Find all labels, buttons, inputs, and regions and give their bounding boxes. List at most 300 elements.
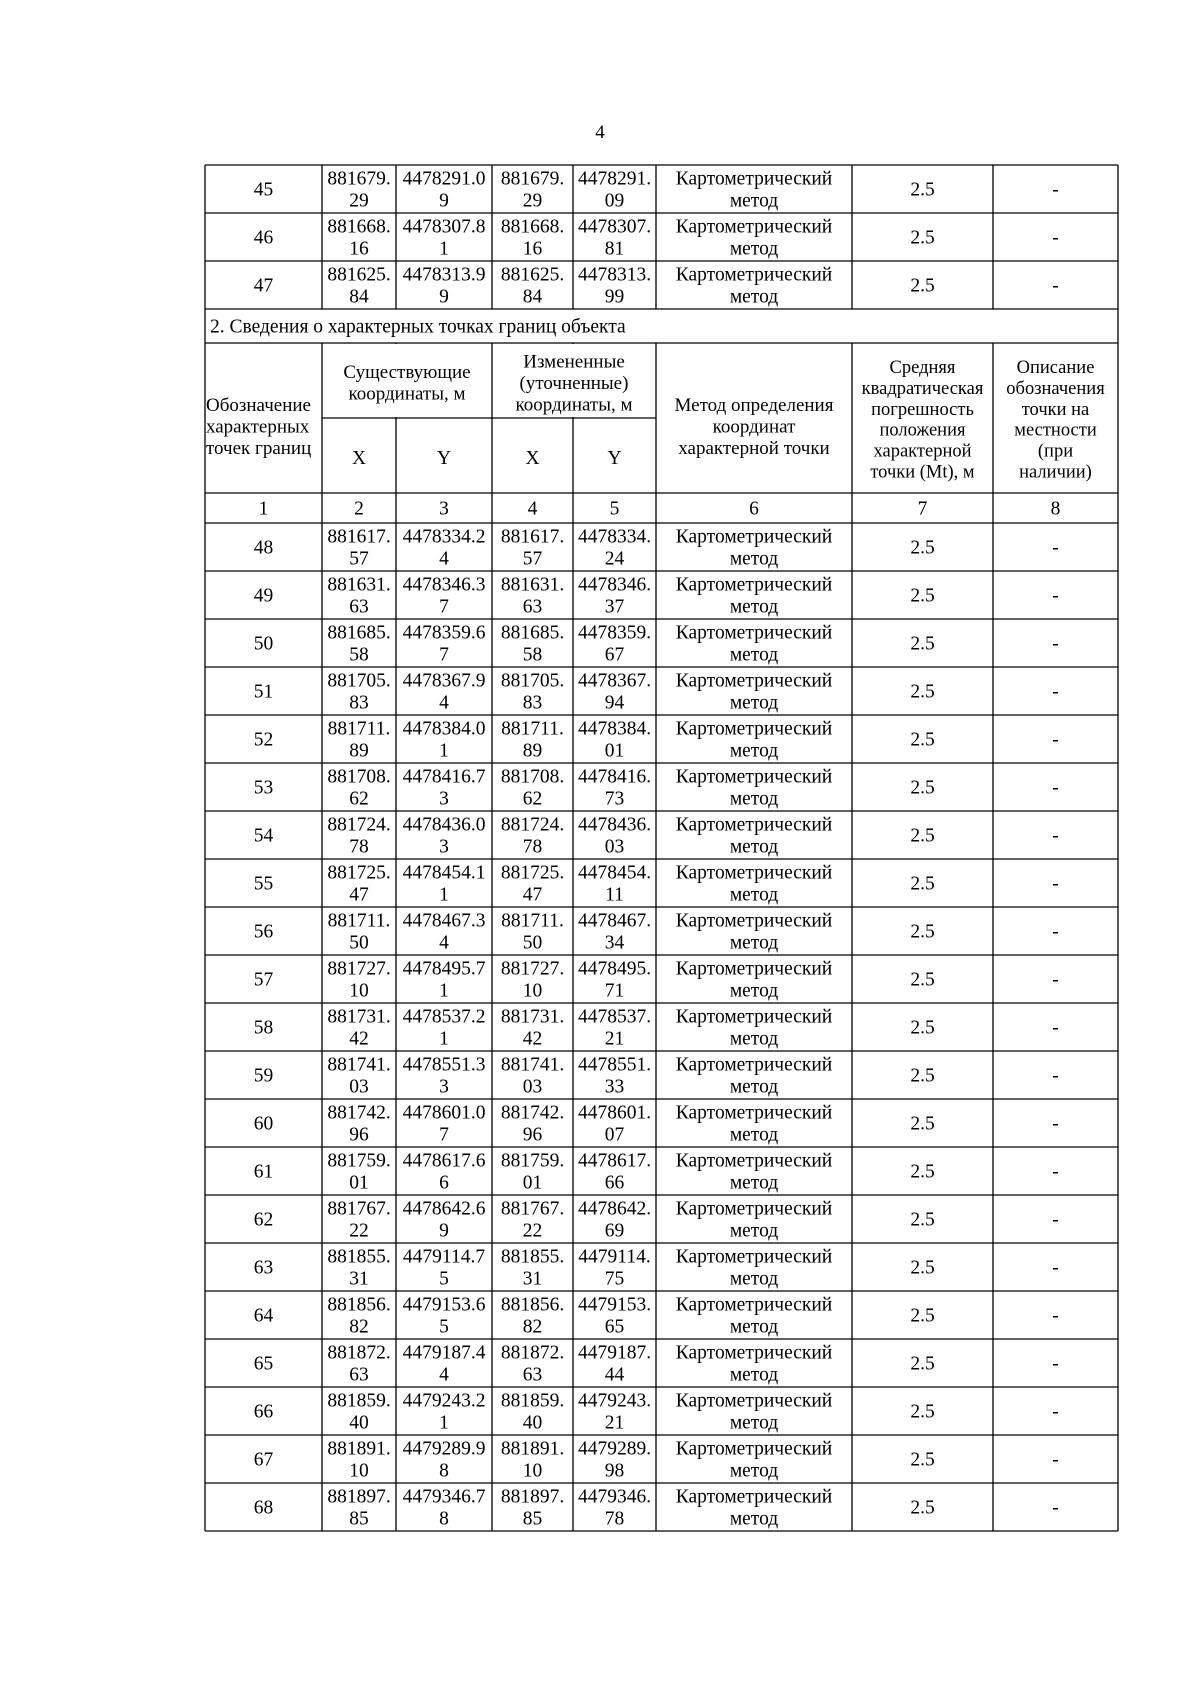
existing-x-line: 40 xyxy=(349,1412,369,1434)
changed-y-line: 4478495. xyxy=(577,958,652,980)
existing-x xyxy=(327,1055,390,1098)
changed-y-line: 21 xyxy=(604,1028,625,1050)
point-id-line: 58 xyxy=(253,1017,274,1039)
changed-x-line: 62 xyxy=(522,788,543,810)
mt-value xyxy=(910,1402,934,1423)
header-column-number-line: 6 xyxy=(749,498,759,520)
changed-x xyxy=(501,1487,564,1530)
changed-y-line: 03 xyxy=(604,836,625,858)
mt-value-line: 2.5 xyxy=(910,1449,935,1471)
mt-value-line: 2.5 xyxy=(910,1017,935,1039)
existing-x-line: 881741. xyxy=(327,1054,391,1076)
header-changed-x-line: X xyxy=(525,448,540,470)
existing-x-line: 50 xyxy=(349,932,369,954)
method-text-line: Картометрический xyxy=(675,814,833,836)
existing-x-line: 29 xyxy=(349,190,369,212)
mt-value xyxy=(910,1258,934,1279)
header-column-number xyxy=(354,499,364,520)
point-id-line: 59 xyxy=(253,1065,274,1087)
mt-value xyxy=(910,1498,934,1519)
changed-y-line: 81 xyxy=(604,238,625,260)
point-id xyxy=(254,730,274,751)
method-text-line: Картометрический xyxy=(675,766,833,788)
changed-x-line: 881897. xyxy=(500,1486,565,1508)
header-method-line: характерной точки xyxy=(678,437,830,459)
changed-x xyxy=(501,1007,564,1050)
existing-y xyxy=(403,1199,486,1242)
mt-value-line: 2.5 xyxy=(910,633,935,655)
existing-x-line: 84 xyxy=(349,286,369,308)
header-description-line: обозначения xyxy=(1006,378,1105,399)
existing-x-line: 881727. xyxy=(327,958,391,980)
changed-y-line: 66 xyxy=(604,1172,625,1194)
existing-x-line: 881856. xyxy=(327,1294,391,1316)
point-id xyxy=(254,1018,274,1039)
method-text-line: метод xyxy=(729,980,779,1002)
existing-x xyxy=(327,1199,390,1242)
changed-x-line: 22 xyxy=(522,1220,543,1242)
header-column-number-line: 2 xyxy=(354,498,364,520)
changed-x-line: 881731. xyxy=(500,1006,565,1028)
changed-x-line: 82 xyxy=(522,1316,543,1338)
existing-x-line: 881685. xyxy=(327,622,391,644)
method-text xyxy=(676,1391,832,1434)
existing-y xyxy=(403,815,486,858)
existing-y-line: 1 xyxy=(439,884,449,906)
header-method-line: Метод определения xyxy=(674,394,834,416)
changed-y-line: 4478642. xyxy=(577,1198,652,1220)
existing-y-line: 7 xyxy=(439,644,449,666)
existing-x-line: 85 xyxy=(349,1508,369,1530)
changed-x-line: 57 xyxy=(522,548,543,570)
changed-x-line: 03 xyxy=(522,1076,543,1098)
header-point-designation-line: характерных xyxy=(206,416,310,438)
method-text-line: метод xyxy=(729,836,779,858)
description-value xyxy=(1052,682,1059,703)
description-value xyxy=(1052,1066,1059,1087)
method-text xyxy=(676,1151,832,1194)
description-value xyxy=(1052,1306,1059,1327)
mt-value xyxy=(910,874,934,895)
changed-x-line: 881668. xyxy=(500,216,565,238)
method-text xyxy=(676,911,832,954)
header-changed-x xyxy=(525,448,539,469)
header-column-number-line: 3 xyxy=(439,498,449,520)
changed-y xyxy=(578,767,651,810)
existing-y-line: 4 xyxy=(439,692,449,714)
method-text xyxy=(676,575,832,618)
method-text-line: метод xyxy=(729,644,779,666)
method-text-line: Картометрический xyxy=(675,1390,833,1412)
existing-x xyxy=(327,265,390,308)
mt-value xyxy=(910,682,934,703)
description-value xyxy=(1052,1114,1059,1135)
changed-y xyxy=(578,1007,651,1050)
existing-y-line: 4478291.0 xyxy=(402,168,486,190)
header-point-designation-line: Обозначение xyxy=(206,394,311,416)
mt-value-line: 2.5 xyxy=(910,681,935,703)
changed-y-line: 4479243. xyxy=(577,1390,652,1412)
existing-x xyxy=(327,1487,390,1530)
mt-value xyxy=(910,1306,934,1327)
description-value-line: - xyxy=(1052,1401,1059,1423)
changed-x-line: 83 xyxy=(522,692,543,714)
existing-y xyxy=(403,959,486,1002)
existing-y-line: 4478537.2 xyxy=(402,1006,486,1028)
method-text-line: Картометрический xyxy=(675,574,833,596)
point-id-line: 67 xyxy=(253,1449,274,1471)
changed-x xyxy=(501,767,564,810)
existing-y-line: 4 xyxy=(439,548,449,570)
existing-x xyxy=(327,1391,390,1434)
existing-y-line: 4478359.6 xyxy=(402,622,486,644)
description-value xyxy=(1052,826,1059,847)
header-changed-y xyxy=(607,448,621,469)
method-text-line: Картометрический xyxy=(675,264,833,286)
existing-x-line: 01 xyxy=(349,1172,369,1194)
existing-y xyxy=(403,1391,486,1434)
description-value xyxy=(1052,730,1059,751)
method-text-line: метод xyxy=(729,1316,779,1338)
method-text xyxy=(676,767,832,810)
method-text xyxy=(676,671,832,714)
header-point-designation xyxy=(206,395,311,459)
point-id-line: 53 xyxy=(253,777,274,799)
mt-value xyxy=(910,922,934,943)
description-value xyxy=(1052,634,1059,655)
changed-y-line: 4478416. xyxy=(577,766,652,788)
mt-value-line: 2.5 xyxy=(910,537,935,559)
description-value xyxy=(1052,1018,1059,1039)
changed-y-line: 4478359. xyxy=(577,622,652,644)
changed-y-line: 4478601. xyxy=(577,1102,652,1124)
changed-x-line: 84 xyxy=(522,286,543,308)
existing-y-line: 4478551.3 xyxy=(402,1054,486,1076)
header-mt-line: точки (Mt), м xyxy=(870,462,975,483)
method-text-line: Картометрический xyxy=(675,1198,833,1220)
header-method-line: координат xyxy=(712,416,796,438)
header-existing-coords-line: Существующие xyxy=(343,362,471,384)
changed-y xyxy=(578,169,651,212)
method-text-line: метод xyxy=(729,1076,779,1098)
existing-y xyxy=(403,911,486,954)
method-text xyxy=(676,527,832,570)
existing-y-line: 4478601.0 xyxy=(402,1102,486,1124)
method-text xyxy=(676,265,832,308)
description-value-line: - xyxy=(1052,873,1059,895)
header-description-line: (при xyxy=(1037,441,1074,462)
description-value-line: - xyxy=(1052,1209,1059,1231)
existing-y-line: 8 xyxy=(439,1508,449,1530)
changed-x-line: 58 xyxy=(522,644,543,666)
method-text xyxy=(676,959,832,1002)
mt-value xyxy=(910,1450,934,1471)
mt-value-line: 2.5 xyxy=(910,873,935,895)
changed-x xyxy=(501,1295,564,1338)
changed-x-line: 881725. xyxy=(500,862,565,884)
changed-y xyxy=(578,1199,651,1242)
existing-y-line: 4479114.7 xyxy=(402,1246,486,1268)
description-value xyxy=(1052,874,1059,895)
changed-y-line: 34 xyxy=(604,932,625,954)
changed-y xyxy=(578,863,651,906)
existing-x-line: 881725. xyxy=(327,862,391,884)
header-changed-coords-line: Измененные xyxy=(523,351,625,373)
method-text-line: Картометрический xyxy=(675,1294,833,1316)
changed-x xyxy=(501,1247,564,1290)
point-id-line: 52 xyxy=(253,729,274,751)
existing-y-line: 9 xyxy=(439,190,449,212)
header-existing-y-line: Y xyxy=(436,448,452,470)
section-title-line: 2. Сведения о характерных точках границ объекта xyxy=(210,316,626,338)
point-id xyxy=(254,922,274,943)
changed-y xyxy=(578,575,651,618)
existing-x-line: 57 xyxy=(349,548,369,570)
existing-x-line: 47 xyxy=(349,884,369,906)
existing-y xyxy=(403,863,486,906)
existing-x-line: 881891. xyxy=(327,1438,391,1460)
method-text-line: метод xyxy=(729,884,779,906)
changed-x-line: 40 xyxy=(522,1412,543,1434)
method-text-line: Картометрический xyxy=(675,526,833,548)
method-text-line: Картометрический xyxy=(675,1102,833,1124)
method-text-line: Картометрический xyxy=(675,168,833,190)
changed-y-line: 94 xyxy=(604,692,625,714)
header-existing-x xyxy=(352,448,366,469)
changed-y-line: 67 xyxy=(604,644,625,666)
changed-x xyxy=(501,863,564,906)
changed-y-line: 4478307. xyxy=(577,216,652,238)
existing-y xyxy=(403,1487,486,1530)
page-number: 4 xyxy=(595,122,605,143)
description-value-line: - xyxy=(1052,275,1059,297)
description-value-line: - xyxy=(1052,1305,1059,1327)
changed-y-line: 99 xyxy=(604,286,625,308)
changed-x-line: 96 xyxy=(522,1124,543,1146)
point-id-line: 55 xyxy=(253,873,274,895)
existing-y-line: 8 xyxy=(439,1460,449,1482)
changed-y-line: 78 xyxy=(604,1508,625,1530)
mt-value xyxy=(910,1210,934,1231)
description-value xyxy=(1052,1258,1059,1279)
description-value xyxy=(1052,180,1059,201)
mt-value xyxy=(910,1114,934,1135)
existing-x xyxy=(327,1103,390,1146)
mt-value-line: 2.5 xyxy=(910,179,935,201)
changed-y xyxy=(578,1343,651,1386)
changed-x-line: 881711. xyxy=(501,910,564,932)
header-existing-coords-line: координаты, м xyxy=(348,383,466,405)
existing-y-line: 4479346.7 xyxy=(402,1486,486,1508)
existing-x-line: 10 xyxy=(349,1460,369,1482)
mt-value-line: 2.5 xyxy=(910,921,935,943)
changed-x xyxy=(501,1055,564,1098)
existing-x-line: 881855. xyxy=(327,1246,391,1268)
existing-y-line: 1 xyxy=(439,238,449,260)
existing-x xyxy=(327,767,390,810)
existing-y xyxy=(403,1295,486,1338)
method-text-line: метод xyxy=(729,1124,779,1146)
existing-x-line: 22 xyxy=(349,1220,369,1242)
header-description-line: Описание xyxy=(1016,358,1095,379)
changed-x-line: 29 xyxy=(522,190,543,212)
existing-x-line: 62 xyxy=(349,788,369,810)
method-text-line: метод xyxy=(729,788,779,810)
changed-y xyxy=(578,1439,651,1482)
header-changed-coords-line: координаты, м xyxy=(515,394,633,416)
header-method xyxy=(675,395,834,459)
changed-y-line: 4478454. xyxy=(577,862,652,884)
header-point-designation-line: точек границ xyxy=(206,437,312,459)
changed-x-line: 881711. xyxy=(501,718,564,740)
changed-y-line: 4478617. xyxy=(577,1150,652,1172)
mt-value-line: 2.5 xyxy=(910,777,935,799)
mt-value-line: 2.5 xyxy=(910,1497,935,1519)
changed-x xyxy=(501,1151,564,1194)
changed-x-line: 881617. xyxy=(500,526,565,548)
method-text-line: метод xyxy=(729,1220,779,1242)
changed-x-line: 63 xyxy=(522,1364,543,1386)
changed-y-line: 07 xyxy=(604,1124,625,1146)
existing-y xyxy=(403,169,486,212)
existing-y xyxy=(403,1007,486,1050)
existing-x-line: 881679. xyxy=(327,168,391,190)
changed-x xyxy=(501,719,564,762)
description-value xyxy=(1052,228,1059,249)
mt-value xyxy=(910,1354,934,1375)
existing-x-line: 881617. xyxy=(327,526,391,548)
existing-x-line: 881872. xyxy=(327,1342,391,1364)
header-changed-coords-line: (уточненные) xyxy=(519,372,629,394)
changed-x-line: 63 xyxy=(522,596,543,618)
method-text-line: метод xyxy=(729,692,779,714)
mt-value-line: 2.5 xyxy=(910,227,935,249)
method-text-line: Картометрический xyxy=(675,1342,833,1364)
changed-y xyxy=(578,623,651,666)
existing-x-line: 881711. xyxy=(327,910,391,932)
point-id xyxy=(254,586,274,607)
header-mt-line: Средняя xyxy=(889,358,956,379)
existing-y xyxy=(403,1151,486,1194)
changed-x-line: 89 xyxy=(522,740,543,762)
point-id-line: 61 xyxy=(253,1161,274,1183)
description-value-line: - xyxy=(1052,1449,1059,1471)
existing-y xyxy=(403,719,486,762)
point-id xyxy=(254,1306,274,1327)
existing-y-line: 3 xyxy=(439,1076,449,1098)
method-text-line: Картометрический xyxy=(675,1246,833,1268)
existing-x xyxy=(327,1247,390,1290)
changed-x-line: 10 xyxy=(522,1460,543,1482)
description-value-line: - xyxy=(1052,633,1059,655)
method-text xyxy=(676,217,832,260)
method-text-line: Картометрический xyxy=(675,1438,833,1460)
changed-x-line: 881767. xyxy=(500,1198,565,1220)
changed-x-line: 881685. xyxy=(500,622,565,644)
existing-y-line: 4479187.4 xyxy=(402,1342,486,1364)
changed-y-line: 44 xyxy=(604,1364,625,1386)
method-text xyxy=(676,1439,832,1482)
existing-y-line: 4478467.3 xyxy=(402,910,486,932)
header-column-number-line: 7 xyxy=(917,498,928,520)
mt-value xyxy=(910,586,934,607)
mt-value xyxy=(910,970,934,991)
header-column-number xyxy=(749,499,759,520)
point-id-line: 62 xyxy=(253,1209,274,1231)
changed-y xyxy=(578,1055,651,1098)
changed-x xyxy=(501,1439,564,1482)
existing-y-line: 1 xyxy=(439,1412,449,1434)
changed-y xyxy=(578,1487,651,1530)
method-text-line: Картометрический xyxy=(675,958,833,980)
mt-value-line: 2.5 xyxy=(910,969,935,991)
existing-y-line: 7 xyxy=(439,1124,449,1146)
existing-y-line: 9 xyxy=(439,1220,449,1242)
existing-x-line: 881705. xyxy=(327,670,391,692)
method-text-line: метод xyxy=(729,596,779,618)
method-text xyxy=(676,169,832,212)
existing-x xyxy=(327,1007,390,1050)
existing-y xyxy=(403,671,486,714)
point-id-line: 56 xyxy=(253,921,274,943)
header-description xyxy=(1006,358,1105,483)
changed-y-line: 4478313. xyxy=(577,264,652,286)
point-id-line: 68 xyxy=(253,1497,274,1519)
existing-x xyxy=(327,217,390,260)
existing-x-line: 881759. xyxy=(327,1150,391,1172)
method-text xyxy=(676,1055,832,1098)
method-text xyxy=(676,623,832,666)
existing-y xyxy=(403,1343,486,1386)
changed-x-line: 881742. xyxy=(500,1102,565,1124)
existing-x-line: 82 xyxy=(349,1316,369,1338)
existing-y-line: 5 xyxy=(439,1268,449,1290)
mt-value-line: 2.5 xyxy=(910,1065,935,1087)
method-text-line: метод xyxy=(729,1172,779,1194)
description-value-line: - xyxy=(1052,1017,1059,1039)
description-value xyxy=(1052,1498,1059,1519)
header-column-number-line: 1 xyxy=(258,498,269,520)
mt-value-line: 2.5 xyxy=(910,1209,935,1231)
header-existing-coords xyxy=(343,362,470,404)
changed-y-line: 33 xyxy=(604,1076,625,1098)
changed-x-line: 881724. xyxy=(500,814,565,836)
changed-y-line: 4478467. xyxy=(577,910,652,932)
point-id-line: 50 xyxy=(253,633,274,655)
method-text xyxy=(676,1103,832,1146)
section-title xyxy=(210,317,626,338)
changed-x-line: 31 xyxy=(522,1268,543,1290)
existing-y-line: 4 xyxy=(439,1364,449,1386)
changed-y-line: 4478384. xyxy=(577,718,652,740)
description-value xyxy=(1052,1402,1059,1423)
mt-value xyxy=(910,730,934,751)
existing-x xyxy=(327,169,390,212)
header-column-number xyxy=(918,499,928,520)
changed-x-line: 881859. xyxy=(500,1390,565,1412)
point-id xyxy=(254,1114,274,1135)
existing-x xyxy=(327,1343,390,1386)
changed-x xyxy=(501,1343,564,1386)
mt-value-line: 2.5 xyxy=(910,275,935,297)
existing-x xyxy=(328,911,391,954)
point-id xyxy=(254,1258,274,1279)
method-text-line: метод xyxy=(729,740,779,762)
mt-value-line: 2.5 xyxy=(910,1161,935,1183)
description-value xyxy=(1052,778,1059,799)
method-text-line: Картометрический xyxy=(675,622,833,644)
description-value-line: - xyxy=(1052,1113,1059,1135)
